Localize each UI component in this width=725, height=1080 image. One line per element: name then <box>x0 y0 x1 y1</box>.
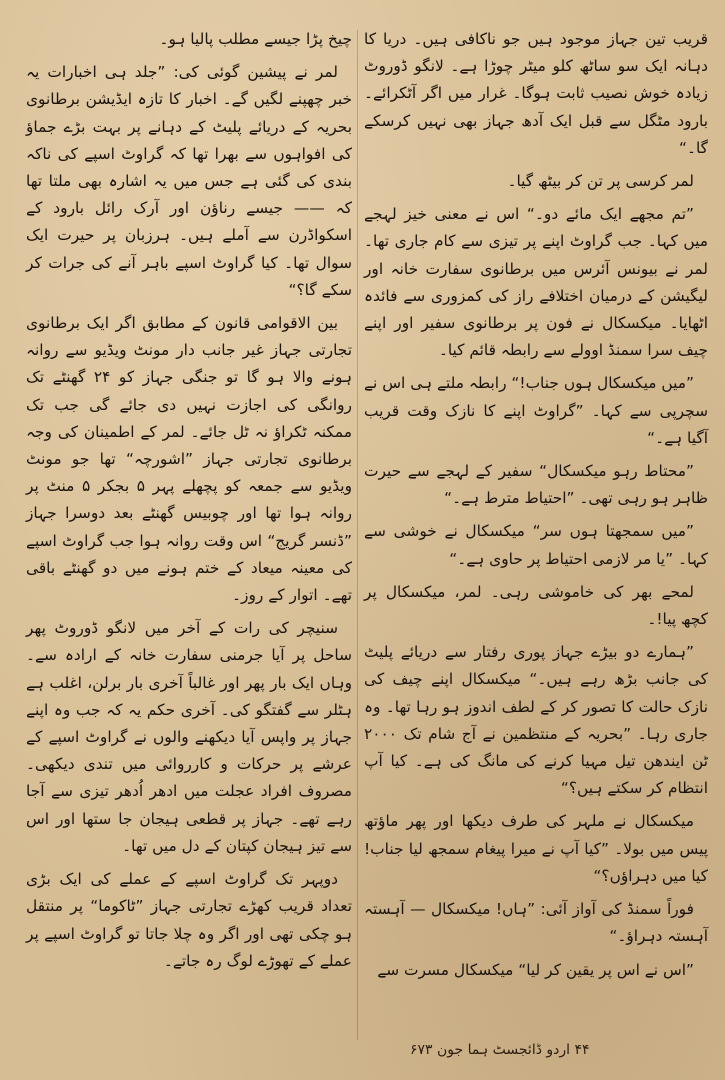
paragraph: دوپہر تک گراوٹ اسپے کے عملے کی ایک بڑی تعداد قریب کھڑے تجارتی جہاز ”ٹاکوما“ پر منتقل ہو چکی تھی اور اگر وہ چلا جاتا تو گراوٹ اسپے پر عملے کے تھوڑے لوگ رہ جاتے۔ <box>26 870 352 970</box>
paragraph: ”میں میکسکال ہوں جناب!“ رابطہ ملتے ہی اس نے سچرپی سے کہا۔ ”گراوٹ اپنے کا نازک وقت قریب آگیا ہے۔“ <box>364 374 708 447</box>
paragraph: ”اس نے اس پر یقین کر لیا“ میکسکال مسرت سے <box>377 960 694 979</box>
left-column <box>26 26 352 981</box>
paragraph: ”میں سمجھتا ہوں سر“ میکسکال نے خوشی سے کہا۔ ”یا مر لازمی احتیاط پر حاوی ہے۔“ <box>364 522 708 568</box>
paragraph: چیخ پڑا جیسے مطلب پالیا ہو۔ <box>159 30 352 48</box>
column-divider <box>357 30 358 1040</box>
paragraph: ”تم مجھے ایک مائے دو۔“ اس نے معنی خیز لہجے میں کہا۔ جب گراوٹ اپنے پر تیزی سے کام جاری تھا۔ لمر نے بیونس آئرس میں برطانوی سفارت خانہ اور لیگیشن کے درمیان اختلافے راز کی کمزوری سے فائدہ اٹھایا۔ میکسکال نے فون پر برطانوی سفیر اور اپنے چیف سرا سمنڈ اوولے سے رابطہ قائم کیا۔ <box>364 205 708 360</box>
paragraph: قریب تین جہاز موجود ہیں جو ناکافی ہیں۔ دریا کا دہانہ ایک سو ساٹھ کلو میٹر چوڑا ہے۔ لانگو ڈوروٹ زیادہ خوش نصیب ثابت ہوگا۔ غرار میں اگر آٹکرائے۔ بارود مٹگل سے قبل ایک آدھ جہاز بھی نہیں کرسکے گا۔“ <box>364 30 708 157</box>
paragraph: سنیچر کی رات کے آخر میں لانگو ڈوروٹ پھر ساحل پر آیا جرمنی سفارت خانہ کے ارادہ سے۔ وہاں ایک بار پھر اور غالباً آخری بار برلن، اغلب ہے ہٹلر سے گفتگو کی۔ آخری حکم یہ کہ جب وہ اپنے جہاز پر واپس آیا دیکھنے والوں نے گراوٹ اسپے کے عرشے پر حرکات و کارروائی میں تندی دیکھی۔ مصروف افراد عجلت میں ادھر اُدھر تیزی سے آجا رہے تھے۔ جہاز پر قطعی ہیجان جا ستھا اور اس سے تیز ہیجان کپتان کے دل میں تھا۔ <box>26 619 352 855</box>
paragraph: میکسکال نے ملہر کی طرف دیکھا اور پھر ماؤتھ پیس میں بولا۔ ”کیا آپ نے میرا پیغام سمجھ لیا جناب! کیا میں دہراؤں؟“ <box>364 812 708 885</box>
page-footer: ۴۴ اردو ڈائجسٹ ہما جون ۶۷۳ <box>410 1042 590 1058</box>
paragraph: لمحے بھر کی خاموشی رہی۔ لمر، میکسکال پر کچھ پیا!۔ <box>364 582 708 629</box>
paragraph: ”ہمارے دو بیڑے جہاز پوری رفتار سے دریائے پلیٹ کی جانب بڑھ رہے ہیں۔“ میکسکال اپنے چیف کی نازک حالت کا تصور کر کے لطف اندوز ہو رہا تھا۔ وہ جاری رہا۔ ”بحریہ کے منتظمین نے آج شام تک ۲۰۰۰ ٹن ایندھن تیل مہیا کرنے کی مانگ کی ہے۔ کیا آپ انتظام کر سکتے ہیں؟“ <box>364 643 708 798</box>
paragraph: لمر نے پیشین گوئی کی: ”جلد ہی اخبارات یہ خبر چھپنے لگیں گے۔ اخبار کا تازہ ایڈیشن برطانوی بحریہ کے دریائے پلیٹ کے دہانے پر بہت بڑے جماؤ کی افواہوں سے بھرا تھا کہ گراوٹ اسپے کی ناکہ بندی کی گئی ہے جس میں یہ اشارہ بھی ملتا تھا کہ —— جیسے رناؤن اور آرک رائل بارود کے اسکواڈرن سے آملے ہیں۔ ہرزبان پر حیرت ایک سوال تھا۔ کیا گراوٹ اسپے باہر آنے کی جرات کر سکے گا؟“ <box>26 63 352 299</box>
paragraph: فوراً سمنڈ کی آواز آئی: ”ہاں! میکسکال — آہستہ آہستہ دہراؤ۔“ <box>364 900 708 946</box>
right-column <box>364 26 708 990</box>
paragraph: بین الاقوامی قانون کے مطابق اگر ایک برطانوی تجارتی جہاز غیر جانب دار مونٹ ویڈیو سے روانہ ہونے والا ہو گا تو جنگی جہاز کو ۲۴ گھنٹے تک روانگی کی اجازت نہیں دی جائے گی جب تک ممکنہ ٹکراؤ نہ ٹل جائے۔ لمر کے اطمینان کی وجہ برطانوی تجارتی جہاز ”اشورچہ“ تھا جو مونٹ ویڈیو سے جمعہ کو پچھلے پہر ۵ بجکر ۵ منٹ پر روانہ ہوا تھا اور چوبیس گھنٹے بعد دوسرا جہاز ”ڈنسر گریج“ اس وقت روانہ ہوا جب گراوٹ اسپے کی معینہ میعاد کے ختم ہونے میں دو گھنٹے باقی تھے۔ اتوار کے روز۔ <box>26 314 353 605</box>
paragraph: ”محتاط رہو میکسکال“ سفیر کے لہجے سے حیرت ظاہر ہو رہی تھی۔ ”احتیاط مترط ہے۔“ <box>364 462 708 508</box>
paragraph: لمر کرسی پر تن کر بیٹھ گیا۔ <box>507 172 694 191</box>
